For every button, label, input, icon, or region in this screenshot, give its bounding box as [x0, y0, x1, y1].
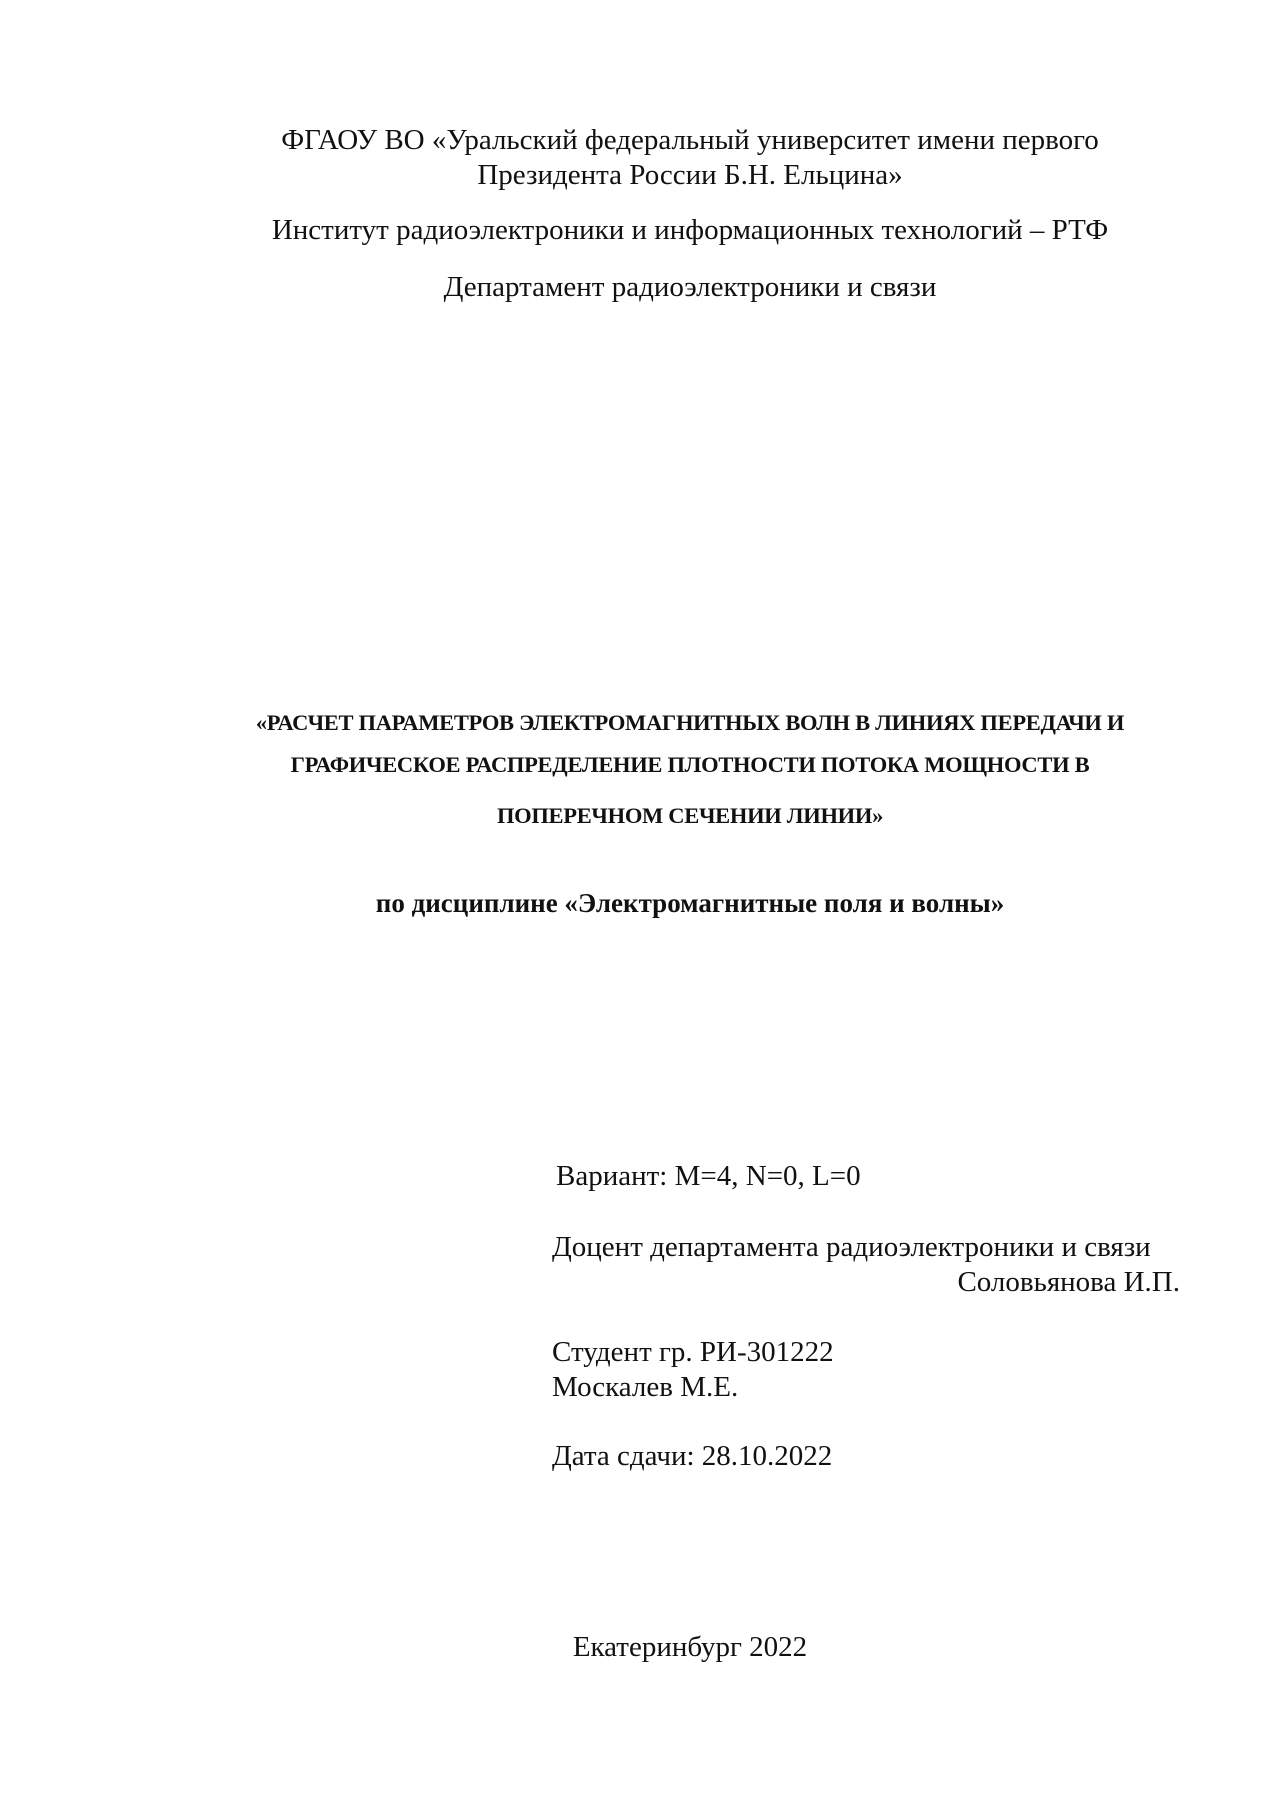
discipline-line: по дисциплине «Электромагнитные поля и волны» — [375, 888, 1005, 918]
department-name: Департамент радиоэлектроники и связи — [443, 271, 937, 303]
report-title-line3: ПОПЕРЕЧНОМ СЕЧЕНИИ ЛИНИИ» — [496, 803, 884, 828]
student-group: Студент гр. РИ-301222 — [552, 1336, 834, 1368]
report-title-line1: «РАСЧЕТ ПАРАМЕТРОВ ЭЛЕКТРОМАГНИТНЫХ ВОЛН В ЛИНИЯХ ПЕРЕДАЧИ И — [255, 710, 1125, 735]
student-name: Москалев М.Е. — [552, 1371, 739, 1403]
report-title-line2: ГРАФИЧЕСКОЕ РАСПРЕДЕЛЕНИЕ ПЛОТНОСТИ ПОТОКА МОЩНОСТИ В — [290, 752, 1090, 777]
variant-line: Вариант: M=4, N=0, L=0 — [556, 1160, 861, 1192]
university-name-line2: Президента России Б.Н. Ельцина» — [477, 159, 903, 191]
docent-name: Соловьянова И.П. — [957, 1266, 1180, 1298]
university-name-line1: ФГАОУ ВО «Уральский федеральный университет имени первого — [281, 124, 1099, 156]
city-year: Екатеринбург 2022 — [572, 1631, 808, 1663]
docent-title: Доцент департамента радиоэлектроники и связи — [552, 1231, 1151, 1263]
institute-name: Институт радиоэлектроники и информационных технологий – РТФ — [271, 214, 1109, 246]
submission-date: Дата сдачи: 28.10.2022 — [552, 1440, 833, 1472]
